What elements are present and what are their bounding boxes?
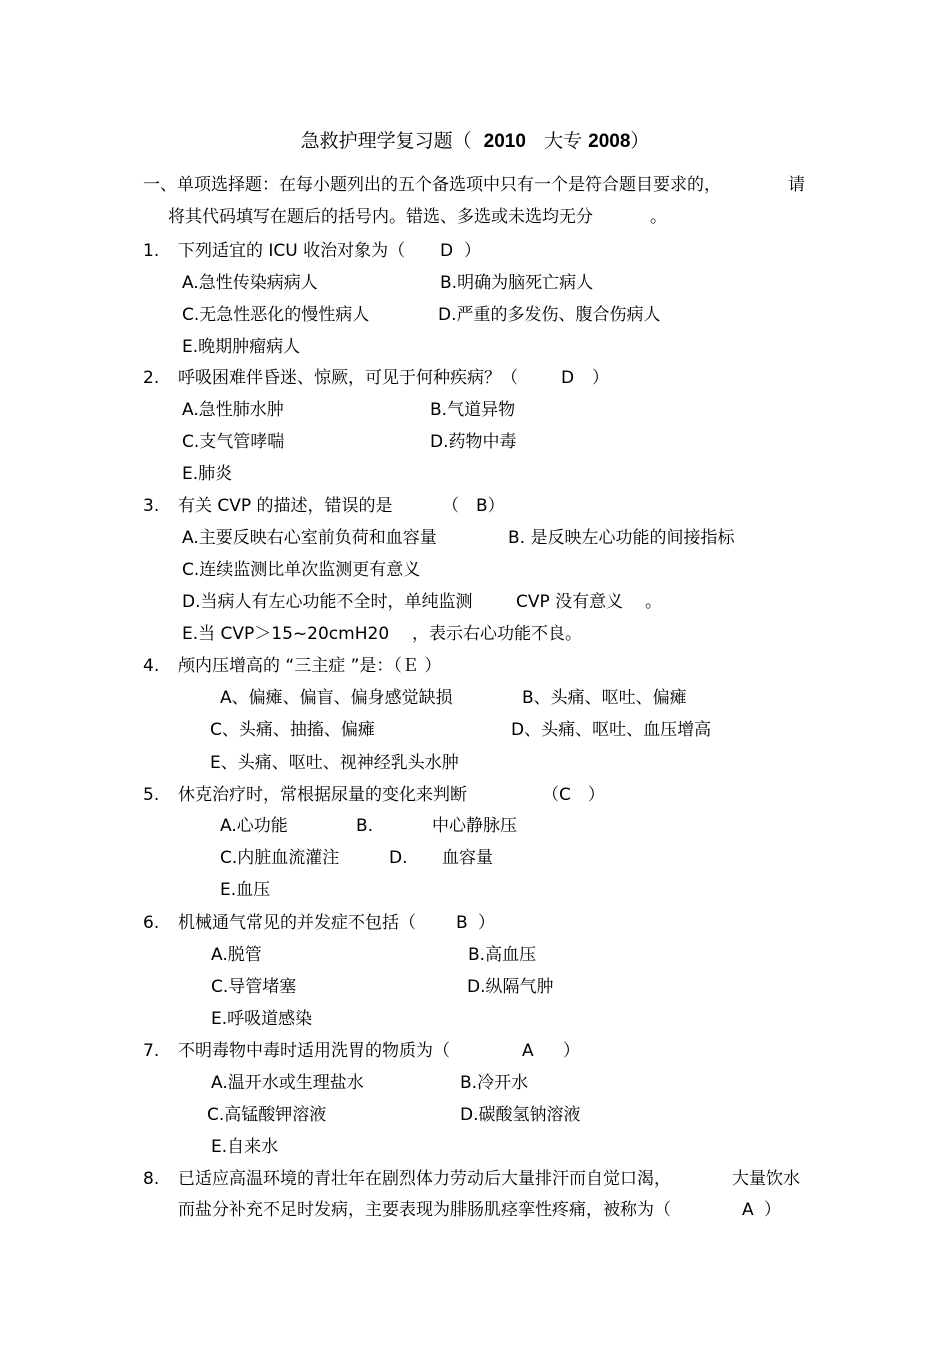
question-4-option-d: D、头痛、呕吐、血压增高 [511,720,712,740]
question-3-option-d-part3: 。 [645,592,662,612]
question-6-option-c: C.导管堵塞 [211,977,297,997]
question-5-answer: （C ） [542,785,605,805]
question-3-option-d-part1: D.当病人有左心功能不全时，单纯监测 [182,592,473,612]
question-2-number: 2. [143,368,160,388]
question-6-option-e: E.呼吸道感染 [211,1009,313,1029]
question-2-option-b: B.气道异物 [430,400,516,420]
section-heading-line1: 一、单项选择题：在每小题列出的五个备选项中只有一个是符合题目要求的， [143,175,721,195]
question-3-option-c: C.连续监测比单次监测更有意义 [182,560,421,580]
question-5-option-b-label: B. [356,816,374,836]
question-4-number: 4. [143,656,160,676]
title-mid: 大专 [544,130,583,152]
question-7-stem: 不明毒物中毒时适用洗胃的物质为（ [178,1041,450,1061]
question-3-option-d-part2: CVP 没有意义 [516,592,624,612]
question-7-number: 7. [143,1041,160,1061]
question-3-number: 3. [143,496,160,516]
question-7-option-a: A.温开水或生理盐水 [211,1073,364,1093]
section-heading-line2-end: 。 [650,207,667,227]
question-8-stem-line1: 已适应高温环境的青壮年在剧烈体力劳动后大量排汗而自觉口渴， [178,1169,671,1189]
question-7-option-c: C.高锰酸钾溶液 [207,1105,327,1125]
page-title [0,132,950,151]
question-4-stem: 颅内压增高的 “三主症 ”是：（Ｅ ） [178,656,442,676]
question-5-option-d: 血容量 [442,848,493,868]
title-year: 2010 [483,131,526,152]
question-4-option-c: C、头痛、抽搐、偏瘫 [210,720,375,740]
question-2-option-a: A.急性肺水肿 [182,400,284,420]
question-8-number: 8. [143,1169,160,1189]
title-class-year: 2008 [588,131,631,152]
question-3-option-a: A.主要反映右心室前负荷和血容量 [182,528,437,548]
question-6-option-b: B.高血压 [468,945,537,965]
question-6-answer: B [456,913,468,933]
question-3-option-b: B. 是反映左心功能的间接指标 [508,528,735,548]
question-1-option-e: E.晚期肿瘤病人 [182,337,301,357]
question-2-option-e: E.肺炎 [182,464,233,484]
question-6-close: ） [478,913,495,933]
question-5-stem: 休克治疗时，常根据尿量的变化来判断 [178,785,467,805]
question-1-close: ） [464,241,481,261]
question-1-option-a: A.急性传染病病人 [182,273,318,293]
question-8-close: ） [764,1200,781,1220]
question-4-option-b: B、头痛、呕吐、偏瘫 [522,688,687,708]
question-8-stem-line1-end: 大量饮水 [732,1169,800,1189]
question-4-option-e: E、头痛、呕吐、视神经乳头水肿 [210,753,459,773]
question-8-answer: A [742,1200,754,1220]
question-6-stem: 机械通气常见的并发症不包括（ [178,913,416,933]
question-2-option-d: D.药物中毒 [430,432,517,452]
question-3-option-e-part1: E.当 CVP＞15~20cmH20 [182,624,390,644]
question-1-stem: 下列适宜的 ICU 收治对象为（ [178,241,406,261]
question-3-stem: 有关 CVP 的描述，错误的是 [178,496,393,516]
question-6-option-d: D.纵隔气肿 [467,977,554,997]
question-5-option-e: E.血压 [220,880,271,900]
question-7-option-e: E.自来水 [211,1137,279,1157]
question-1-option-b: B.明确为脑死亡病人 [440,273,594,293]
section-heading-line1-end: 请 [788,175,805,195]
question-1-option-c: C.无急性恶化的慢性病人 [182,305,370,325]
question-1-answer: D [440,241,454,261]
question-5-number: 5. [143,785,160,805]
section-heading-line2: 将其代码填写在题后的括号内。错选、多选或未选均无分 [168,207,593,227]
question-2-option-c: C.支气管哮喘 [182,432,285,452]
question-8-stem-line2: 而盐分补充不足时发病，主要表现为腓肠肌痉挛性疼痛，被称为（ [178,1200,671,1220]
question-2-answer: D [561,368,575,388]
question-7-answer: A [522,1041,534,1061]
question-7-option-b: B.冷开水 [460,1073,529,1093]
question-7-option-d: D.碳酸氢钠溶液 [460,1105,581,1125]
question-1-option-d: D.严重的多发伤、腹合伤病人 [438,305,661,325]
question-5-option-c: C.内脏血流灌注 [220,848,340,868]
question-7-close: ） [563,1041,580,1061]
title-suffix: ） [630,130,650,152]
question-3-answer: （ B） [442,496,505,516]
question-4-option-a: A、偏瘫、偏盲、偏身感觉缺损 [220,688,453,708]
title-prefix: 急救护理学复习题（ [300,130,472,152]
question-3-option-e-part2: ，表示右心功能不良。 [412,624,582,644]
question-2-close: ） [592,368,609,388]
question-2-stem: 呼吸困难伴昏迷、惊厥，可见于何种疾病？（ [178,368,518,388]
question-6-option-a: A.脱管 [211,945,262,965]
question-5-option-d-label: D. [389,848,408,868]
question-1-number: 1. [143,241,160,261]
question-6-number: 6. [143,913,160,933]
question-5-option-a: A.心功能 [220,816,288,836]
question-5-option-b: 中心静脉压 [432,816,517,836]
